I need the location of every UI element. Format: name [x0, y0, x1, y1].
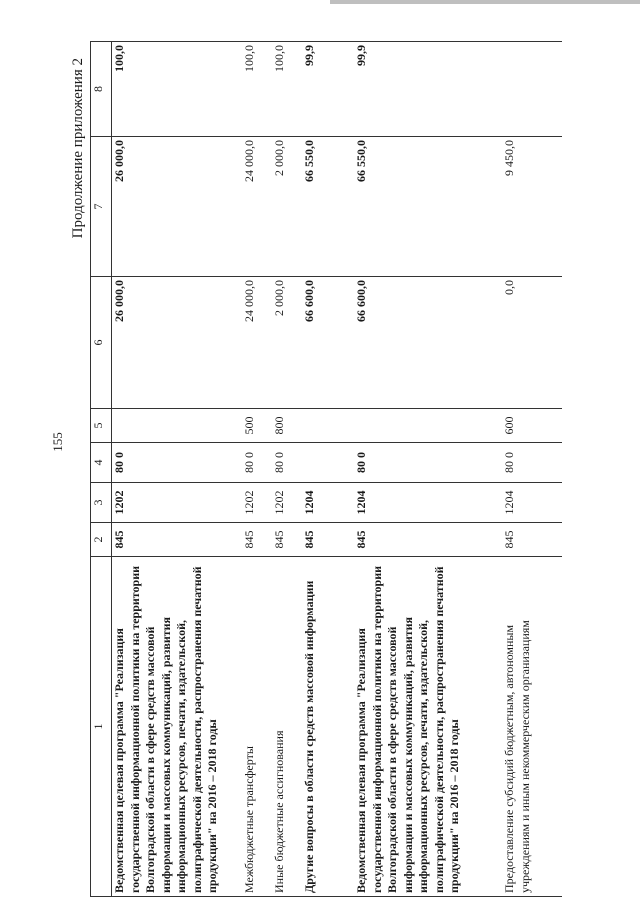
- cell-expense-type: 600: [502, 409, 562, 443]
- cell-dept: 845: [112, 523, 243, 557]
- cell-dept: 845: [302, 523, 354, 557]
- cell-expense-type: 800: [272, 409, 302, 443]
- header-row: [91, 42, 112, 897]
- table-row: [242, 42, 272, 897]
- cell-plan: 66 600,0: [302, 277, 354, 409]
- cell-target: 80 0: [272, 443, 302, 483]
- cell-dept: 845: [502, 523, 562, 557]
- table-row: [272, 42, 302, 897]
- header-cell: 6: [91, 277, 112, 409]
- header-cell: 7: [91, 137, 112, 277]
- cell-actual: 2 000,0: [272, 137, 302, 277]
- row-name: Другие вопросы в области средств массовой информации: [302, 557, 354, 897]
- cell-section: 1202: [242, 483, 272, 523]
- header-cell: 2: [91, 523, 112, 557]
- cell-expense-type: [112, 409, 243, 443]
- cell-expense-type: [354, 409, 502, 443]
- header-cell: 4: [91, 443, 112, 483]
- cell-plan: 24 000,0: [242, 277, 272, 409]
- cell-percent: 100,0: [112, 42, 243, 137]
- cell-section: 1202: [272, 483, 302, 523]
- cell-target: 80 0: [112, 443, 243, 483]
- cell-actual: 26 000,0: [112, 137, 243, 277]
- cell-percent: 99,9: [354, 42, 502, 137]
- cell-actual: 66 550,0: [302, 137, 354, 277]
- cell-plan: 66 600,0: [354, 277, 502, 409]
- cell-expense-type: 500: [242, 409, 272, 443]
- cell-target: [302, 443, 354, 483]
- cell-section: 1204: [354, 483, 502, 523]
- cell-section: 1204: [502, 483, 562, 523]
- table-row: [502, 42, 562, 897]
- row-name: Межбюджетные трансферты: [242, 557, 272, 897]
- cell-dept: 845: [242, 523, 272, 557]
- cell-section: 1204: [302, 483, 354, 523]
- cell-section: 1202: [112, 483, 243, 523]
- cell-target: 80 0: [502, 443, 562, 483]
- scan-edge-line: [330, 0, 640, 4]
- table-row: [302, 42, 354, 897]
- page-number: 155: [50, 432, 65, 452]
- row-name: Ведомственная целевая программа "Реализация государственной информационной политики на территории Волгоградской области в сфере средств массовой информации и массовых коммуникаций, развития информационных ресурсов, печати, издательской, полиграфической деятельности, распространения печатной продукции" на 2016 – 2018 годы: [112, 557, 243, 897]
- budget-table: [90, 41, 562, 897]
- cell-percent: 100,0: [272, 42, 302, 137]
- cell-actual: 24 000,0: [242, 137, 272, 277]
- cell-percent: 100,0: [242, 42, 272, 137]
- row-name: Предоставление субсидий бюджетным, автономным учреждениям и иным некоммерческим организациям: [502, 557, 562, 897]
- cell-actual: 9 450,0: [502, 137, 562, 277]
- cell-percent: 99,9: [302, 42, 354, 137]
- cell-plan: 0,0: [502, 277, 562, 409]
- table-row: [354, 42, 502, 897]
- cell-percent: [502, 42, 562, 137]
- cell-expense-type: [302, 409, 354, 443]
- appendix-caption: Продолжение приложения 2: [70, 58, 86, 239]
- header-cell: 3: [91, 483, 112, 523]
- rotated-sheet: [68, 42, 600, 897]
- table-row: [112, 42, 243, 897]
- header-cell: 8: [91, 42, 112, 137]
- cell-dept: 845: [272, 523, 302, 557]
- cell-actual: 66 550,0: [354, 137, 502, 277]
- header-cell: 5: [91, 409, 112, 443]
- cell-target: 80 0: [242, 443, 272, 483]
- cell-plan: 2 000,0: [272, 277, 302, 409]
- cell-plan: 26 000,0: [112, 277, 243, 409]
- row-name: Иные бюджетные ассигнования: [272, 557, 302, 897]
- row-name: Ведомственная целевая программа "Реализация государственной информационной политики на территории Волгоградской области в сфере средств массовой информации и массовых коммуникаций, развития информационных ресурсов, печати, издательской, полиграфической деятельности, распространения печатной продукции" на 2016 – 2018 годы: [354, 557, 502, 897]
- header-cell: 1: [91, 557, 112, 897]
- cell-dept: 845: [354, 523, 502, 557]
- cell-target: 80 0: [354, 443, 502, 483]
